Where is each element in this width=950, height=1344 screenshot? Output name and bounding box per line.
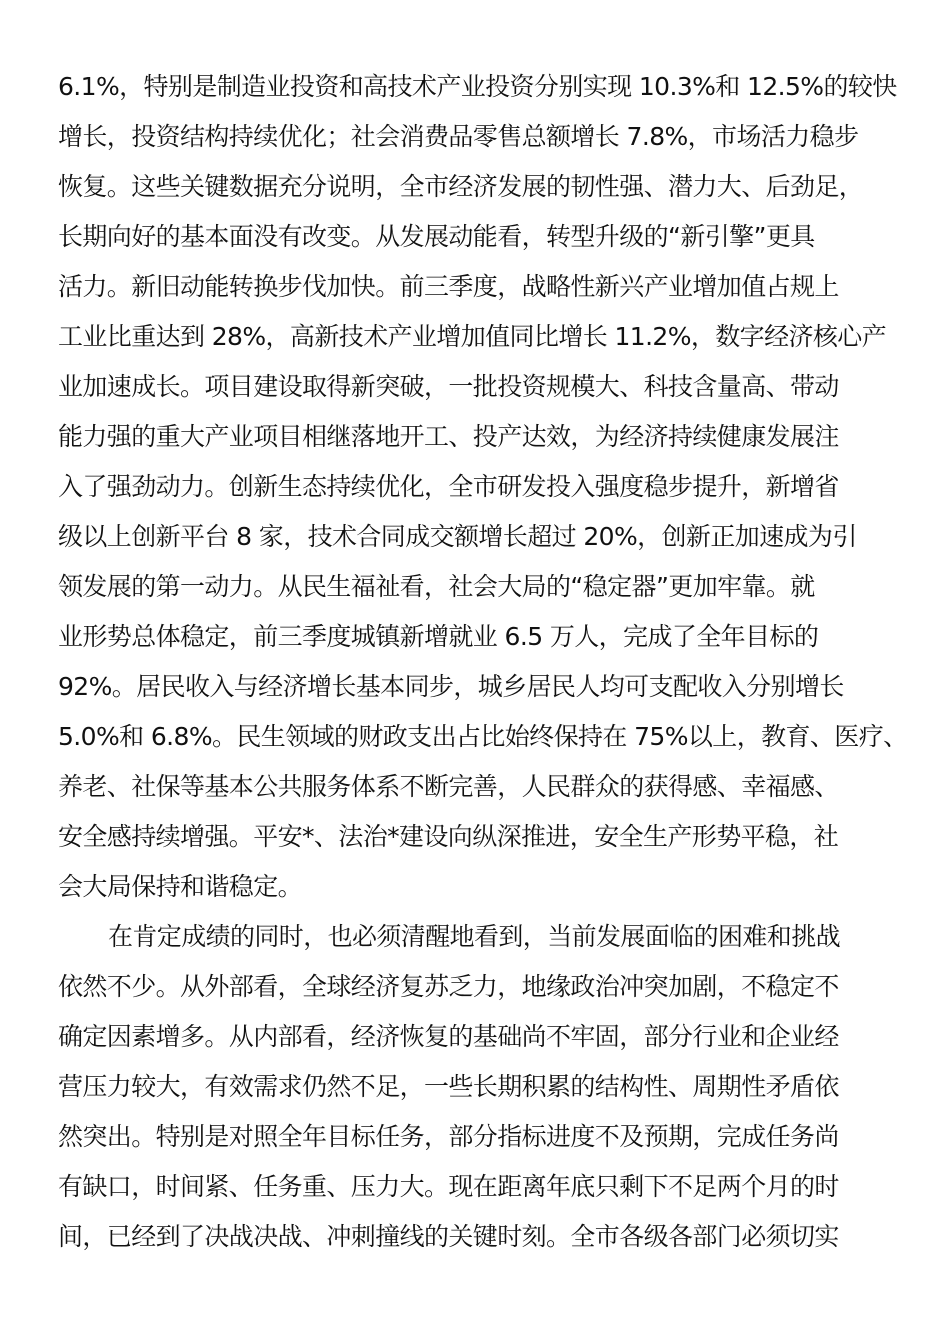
text-line: 92%。居民收入与经济增长基本同步，城乡居民人均可支配收入分别增长	[58, 672, 844, 701]
text-line: 6.1%，特别是制造业投资和高技术产业投资分别实现 10.3%和 12.5%的较快	[58, 72, 897, 101]
text-line: 增长，投资结构持续优化；社会消费品零售总额增长 7.8%，市场活力稳步	[58, 122, 859, 151]
document-page	[58, 62, 908, 1262]
text-line: 工业比重达到 28%，高新技术产业增加值同比增长 11.2%，数字经济核心产	[58, 322, 887, 351]
text-line: 5.0%和 6.8%。民生领域的财政支出占比始终保持在 75%以上，教育、医疗、	[58, 722, 908, 751]
text-line: 确定因素增多。从内部看，经济恢复的基础尚不牢固，部分行业和企业经	[58, 1022, 839, 1051]
text-line: 然突出。特别是对照全年目标任务，部分指标进度不及预期，完成任务尚	[58, 1122, 839, 1151]
text-line: 在肯定成绩的同时，也必须清醒地看到，当前发展面临的困难和挑战	[108, 922, 841, 951]
paragraph	[58, 912, 888, 1262]
paragraph	[58, 62, 908, 912]
text-line: 养老、社保等基本公共服务体系不断完善，人民群众的获得感、幸福感、	[58, 772, 839, 801]
text-line: 长期向好的基本面没有改变。从发展动能看，转型升级的“新引擎”更具	[58, 222, 815, 251]
text-line: 依然不少。从外部看，全球经济复苏乏力，地缘政治冲突加剧，不稳定不	[58, 972, 839, 1001]
text-line: 安全感持续增强。平安*、法治*建设向纵深推进，安全生产形势平稳，社	[58, 822, 839, 851]
text-line: 间，已经到了决战决战、冲刺撞线的关键时刻。全市各级各部门必须切实	[58, 1222, 839, 1251]
text-line: 领发展的第一动力。从民生福祉看，社会大局的“稳定器”更加牢靠。就	[58, 572, 815, 601]
text-line: 业形势总体稳定，前三季度城镇新增就业 6.5 万人，完成了全年目标的	[58, 622, 819, 651]
text-line: 级以上创新平台 8 家，技术合同成交额增长超过 20%，创新正加速成为引	[58, 522, 857, 551]
text-line: 业加速成长。项目建设取得新突破，一批投资规模大、科技含量高、带动	[58, 372, 839, 401]
text-line: 活力。新旧动能转换步伐加快。前三季度，战略性新兴产业增加值占规上	[58, 272, 839, 301]
text-line: 会大局保持和谐稳定。	[58, 872, 303, 901]
text-line: 恢复。这些关键数据充分说明，全市经济发展的韧性强、潜力大、后劲足，	[58, 172, 864, 201]
text-line: 营压力较大，有效需求仍然不足，一些长期积累的结构性、周期性矛盾依	[58, 1072, 839, 1101]
text-line: 有缺口，时间紧、任务重、压力大。现在距离年底只剩下不足两个月的时	[58, 1172, 839, 1201]
text-line: 入了强劲动力。创新生态持续优化，全市研发投入强度稳步提升，新增省	[58, 472, 839, 501]
text-line: 能力强的重大产业项目相继落地开工、投产达效，为经济持续健康发展注	[58, 422, 839, 451]
